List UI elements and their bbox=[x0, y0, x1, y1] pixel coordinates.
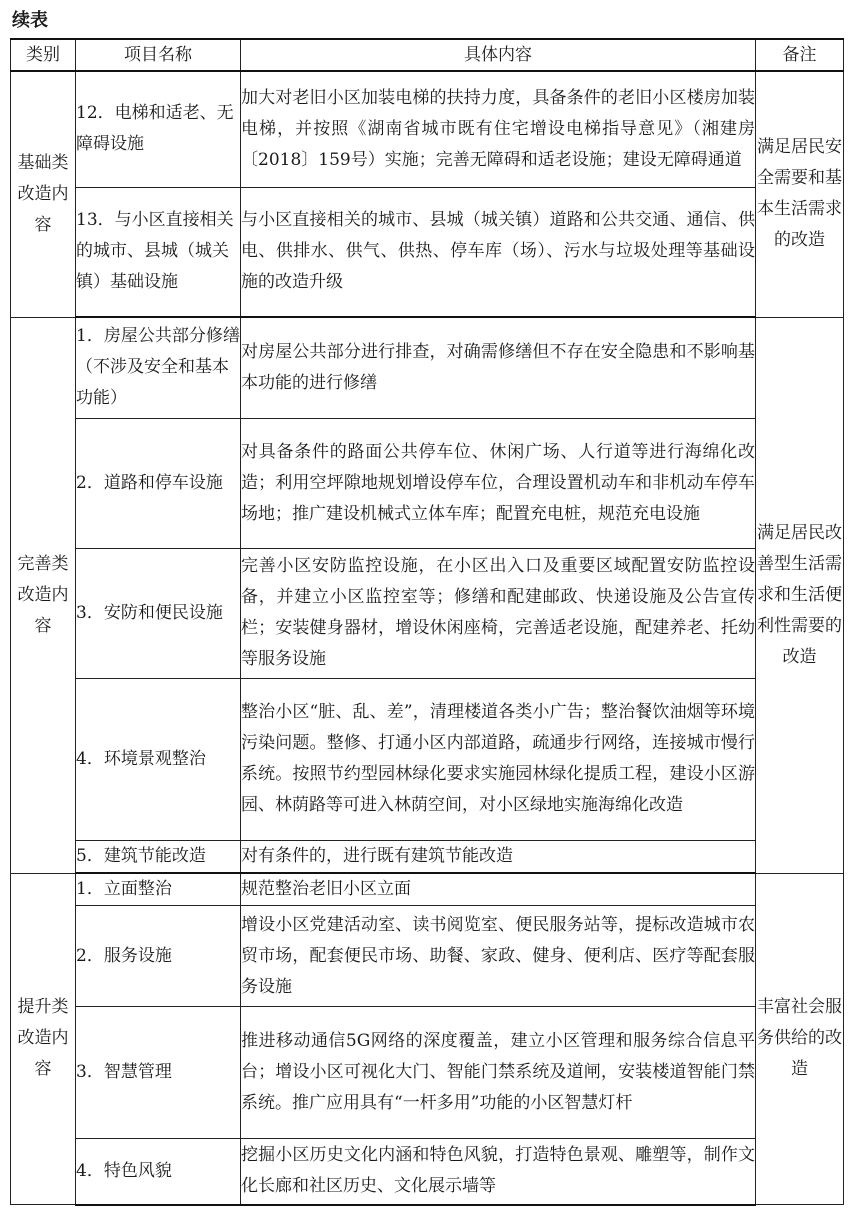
item-cell: 4．特色风貌 bbox=[76, 1139, 241, 1205]
header-content: 具体内容 bbox=[241, 39, 756, 71]
item-cell: 13．与小区直接相关的城市、县城（城关镇）基础设施 bbox=[76, 187, 241, 317]
item-cell: 3．智慧管理 bbox=[76, 1007, 241, 1139]
content-cell: 整治小区“脏、乱、差”，清理楼道各类小广告；整治餐饮油烟等环境污染问题。整修、打通小区内部道路，疏通步行网络，连接城市慢行系统。按照节约型园林绿化要求实施园林绿化提质工程，建设小区游园、林荫路等可进入林荫空间，对小区绿地实施海绵化改造 bbox=[241, 678, 756, 840]
item-cell: 12．电梯和适老、无障碍设施 bbox=[76, 71, 241, 187]
item-cell: 2．道路和停车设施 bbox=[76, 418, 241, 548]
content-cell: 与小区直接相关的城市、县城（城关镇）道路和公共交通、通信、供电、供排水、供气、供热、停车库（场）、污水与垃圾处理等基础设施的改造升级 bbox=[241, 187, 756, 317]
table-row bbox=[11, 1007, 844, 1139]
table-row bbox=[11, 317, 844, 418]
item-cell: 1．房屋公共部分修缮（不涉及安全和基本功能） bbox=[76, 317, 241, 418]
table-row bbox=[11, 906, 844, 1007]
content-cell: 对具备条件的路面公共停车位、休闲广场、人行道等进行海绵化改造；利用空坪隙地规划增设停车位，合理设置机动车和非机动车停车场地；推广建设机械式立体车库；配置充电桩，规范充电设施 bbox=[241, 418, 756, 548]
note-cell: 满足居民改善型生活需求和生活便利性需要的改造 bbox=[756, 317, 844, 873]
table-row bbox=[11, 873, 844, 906]
note-cell: 满足居民安全需要和基本生活需求的改造 bbox=[756, 71, 844, 317]
content-cell: 加大对老旧小区加装电梯的扶持力度，具备条件的老旧小区楼房加装电梯，并按照《湖南省城市既有住宅增设电梯指导意见》（湘建房〔2018〕159号）实施；完善无障碍和适老设施；建设无障碍通道 bbox=[241, 71, 756, 187]
category-cell: 提升类改造内容 bbox=[11, 873, 76, 1205]
content-cell: 挖掘小区历史文化内涵和特色风貌，打造特色景观、雕塑等，制作文化长廊和社区历史、文化展示墙等 bbox=[241, 1139, 756, 1205]
table-row bbox=[11, 548, 844, 678]
item-cell: 4．环境景观整治 bbox=[76, 678, 241, 840]
content-cell: 对房屋公共部分进行排查，对确需修缮但不存在安全隐患和不影响基本功能的进行修缮 bbox=[241, 317, 756, 418]
table-row bbox=[11, 678, 844, 840]
header-row bbox=[11, 39, 844, 71]
content-cell: 推进移动通信5G网络的深度覆盖，建立小区管理和服务综合信息平台；增设小区可视化大门、智能门禁系统及道闸，安装楼道智能门禁系统。推广应用具有“一杆多用”功能的小区智慧灯杆 bbox=[241, 1007, 756, 1139]
renovation-table bbox=[10, 38, 844, 1206]
header-category: 类别 bbox=[11, 39, 76, 71]
table-caption: 续表 bbox=[12, 10, 48, 31]
note-cell: 丰富社会服务供给的改造 bbox=[756, 873, 844, 1205]
table-row bbox=[11, 71, 844, 187]
header-item: 项目名称 bbox=[76, 39, 241, 71]
header-note: 备注 bbox=[756, 39, 844, 71]
category-cell: 完善类改造内容 bbox=[11, 317, 76, 873]
content-cell: 规范整治老旧小区立面 bbox=[241, 873, 756, 906]
item-cell: 3．安防和便民设施 bbox=[76, 548, 241, 678]
item-cell: 2．服务设施 bbox=[76, 906, 241, 1007]
item-cell: 5．建筑节能改造 bbox=[76, 840, 241, 873]
content-cell: 完善小区安防监控设施，在小区出入口及重要区域配置安防监控设备，并建立小区监控室等；修缮和配建邮政、快递设施及公告宣传栏；安装健身器材，增设休闲座椅，完善适老设施，配建养老、托幼等服务设施 bbox=[241, 548, 756, 678]
table-row bbox=[11, 187, 844, 317]
content-cell: 对有条件的，进行既有建筑节能改造 bbox=[241, 840, 756, 873]
item-cell: 1．立面整治 bbox=[76, 873, 241, 906]
table-row bbox=[11, 1139, 844, 1205]
category-cell: 基础类改造内容 bbox=[11, 71, 76, 317]
table-row bbox=[11, 840, 844, 873]
table-row bbox=[11, 418, 844, 548]
content-cell: 增设小区党建活动室、读书阅览室、便民服务站等，提标改造城市农贸市场，配套便民市场、助餐、家政、健身、便利店、医疗等配套服务设施 bbox=[241, 906, 756, 1007]
